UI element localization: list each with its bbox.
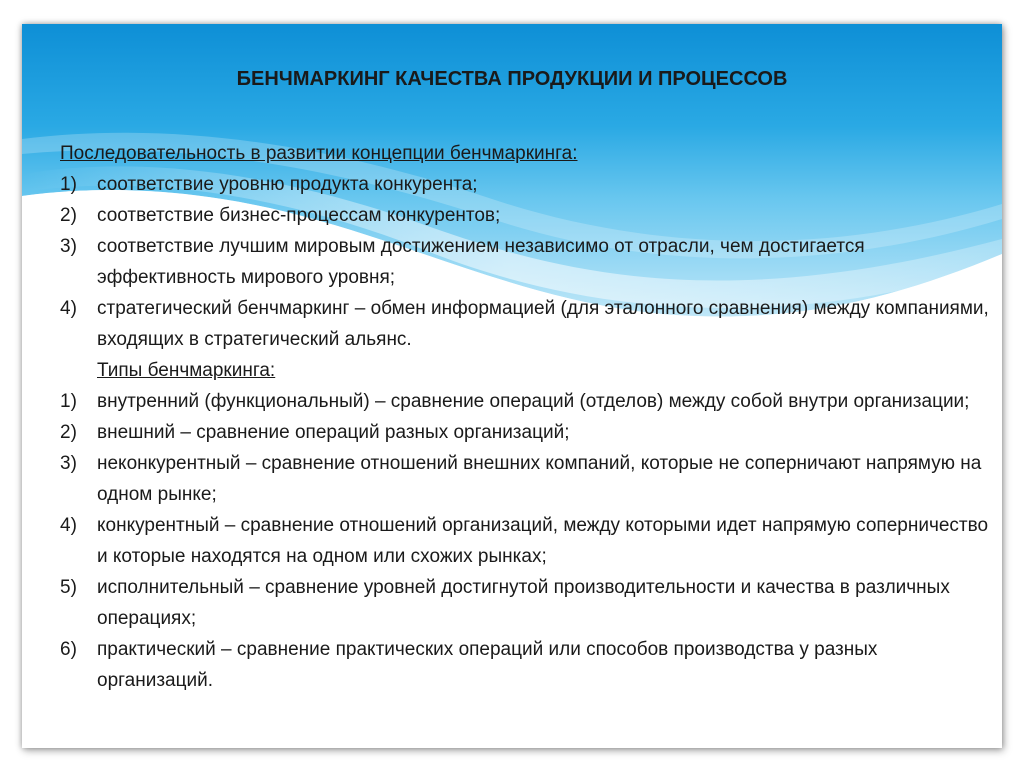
types-list [60, 386, 990, 696]
slide [22, 24, 1002, 748]
types-heading: Типы бенчмаркинга: [97, 360, 276, 381]
list-item: 2) соответствие бизнес-процессам конкурентов; [60, 205, 501, 226]
list-item: 3) неконкурентный – сравнение отношений внешних компаний, которые не соперничают напрямую на одном рынке; [60, 453, 982, 505]
list-item: 2) внешний – сравнение операций разных организаций; [60, 422, 570, 443]
list-item: 5) исполнительный – сравнение уровней достигнутой производительности и качества в различных операциях; [60, 577, 950, 629]
list-item: 4) стратегический бенчмаркинг – обмен информацией (для эталонного сравнения) между компаниями, входящих в стратегический альянс. [60, 298, 989, 350]
list-item: 4) конкурентный – сравнение отношений организаций, между которыми идет напрямую соперничество и которые находятся на одном или схожих рынках; [60, 515, 989, 567]
list-item: 3) соответствие лучшим мировым достижением независимо от отрасли, чем достигается эффективность мирового уровня; [60, 236, 865, 288]
slide-content [60, 138, 990, 696]
sequence-list [60, 169, 990, 355]
list-item: 1) соответствие уровню продукта конкурента; [60, 174, 478, 195]
list-item: 1) внутренний (функциональный) – сравнение операций (отделов) между собой внутри организации; [60, 391, 970, 412]
slide-title: БЕНЧМАРКИНГ КАЧЕСТВА ПРОДУКЦИИ И ПРОЦЕССОВ [236, 68, 788, 90]
list-item: 6) практический – сравнение практических операций или способов производства у разных организаций. [60, 639, 878, 691]
sequence-heading: Последовательность в развитии концепции бенчмаркинга: [60, 143, 578, 164]
